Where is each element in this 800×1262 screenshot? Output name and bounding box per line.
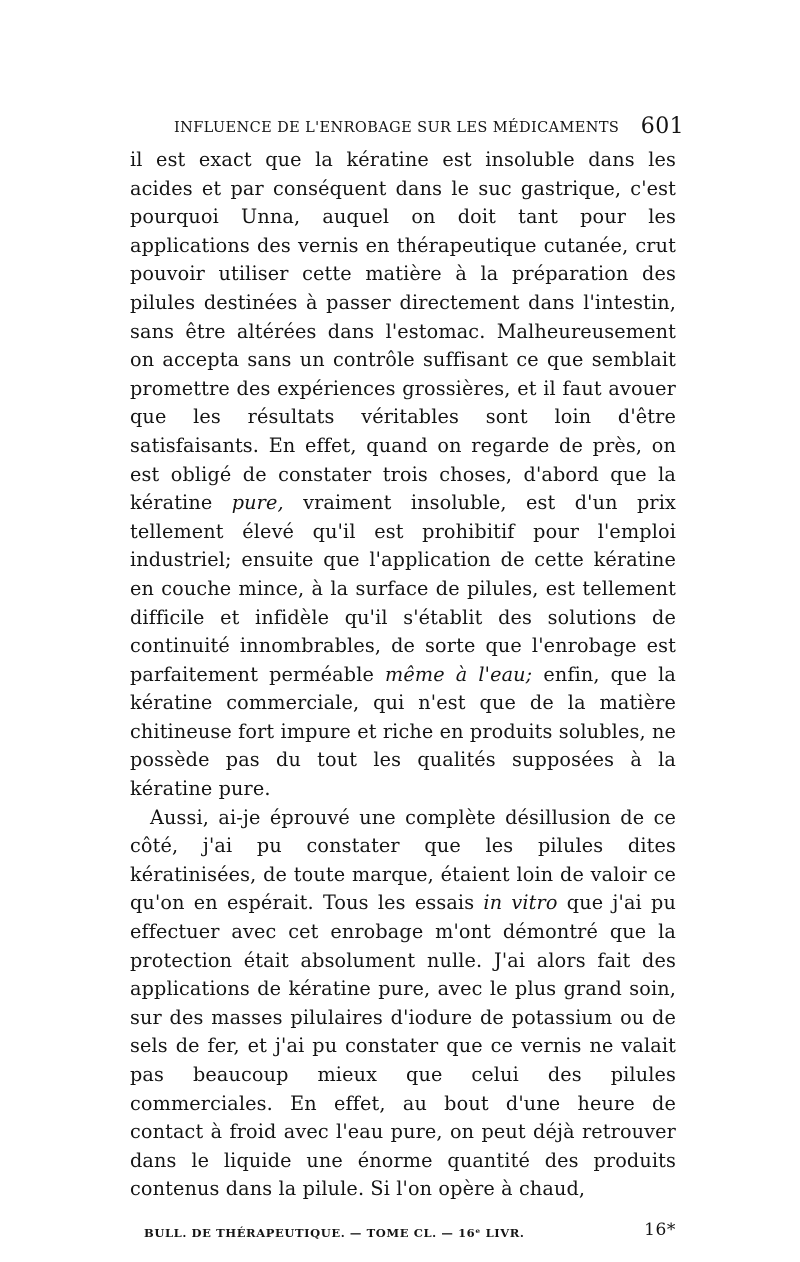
paragraph-1-text-c: enfin, que la kératine commerciale, qui n'est que de la matière chitineuse fort impure et riche en produits solubles, ne possède pas du tout les qualités supposées à la kératine pure. <box>130 662 676 801</box>
paragraph-1-italic-meme-a-leau: même à l'eau; <box>385 662 533 686</box>
book-page <box>130 112 684 1240</box>
signature-line: BULL. DE THÉRAPEUTIQUE. — TOME CL. — 16ᵉ LIVR. <box>144 1225 525 1240</box>
signature-mark: 16* <box>644 1219 676 1240</box>
running-head <box>130 112 684 146</box>
paragraph-2-text-a: Aussi, ai-je éprouvé une complète désillusion de ce côté, j'ai pu constater que les pilules dites kératinisées, de toute marque, étaient loin de valoir ce qu'on en espérait. Tous les essais <box>130 805 676 915</box>
paragraph-2-text-b: que j'ai pu effectuer avec cet enrobage m'ont démontré que la protection était absolument nulle. J'ai alors fait des applications de kératine pure, avec le plus grand soin, sur des masses pilulaires d'iodure de potassium ou de sels de fer, et j'ai pu constater que ce vernis ne valait pas beaucoup mieux que celui des pilules commerciales. En effet, au bout d'une heure de contact à froid avec l'eau pure, on peut déjà retrouver dans le liquide une énorme quantité des produits contenus dans la pilule. Si l'on opère à chaud, <box>130 891 676 1201</box>
paragraph-2-italic-in-vitro: in vitro <box>483 891 558 915</box>
paragraph-2 <box>130 804 676 1204</box>
running-foot <box>130 1220 676 1246</box>
paragraph-1 <box>130 146 676 804</box>
page-number: 601 <box>640 114 684 139</box>
running-head-title: INFLUENCE DE L'ENROBAGE SUR LES MÉDICAMENTS <box>174 120 620 136</box>
body-text <box>130 146 676 1204</box>
paragraph-1-text-a: il est exact que la kératine est insoluble dans les acides et par conséquent dans le suc gastrique, c'est pourquoi Unna, auquel on doit tant pour les applications des vernis en thérapeutique cutanée, crut pouvoir utiliser cette matière à la préparation des pilules destinées à passer directement dans l'intestin, sans être altérées dans l'estomac. Malheureusement on accepta sans un contrôle suffisant ce que semblait promettre des expériences grossières, et il faut avouer que les résultats véritables sont loin d'être satisfaisants. En effet, quand on regarde de près, on est obligé de constater trois choses, d'abord que la kératine <box>130 148 676 515</box>
paragraph-1-text-b: vraiment insoluble, est d'un prix tellement élevé qu'il est prohibitif pour l'emploi industriel; ensuite que l'application de cette kératine en couche mince, à la surface de pilules, est tellement difficile et infidèle qu'il s'établit des solutions de continuité innombrables, de sorte que l'enrobage est parfaitement perméable <box>130 491 676 686</box>
paragraph-1-italic-pure: pure, <box>231 491 284 515</box>
